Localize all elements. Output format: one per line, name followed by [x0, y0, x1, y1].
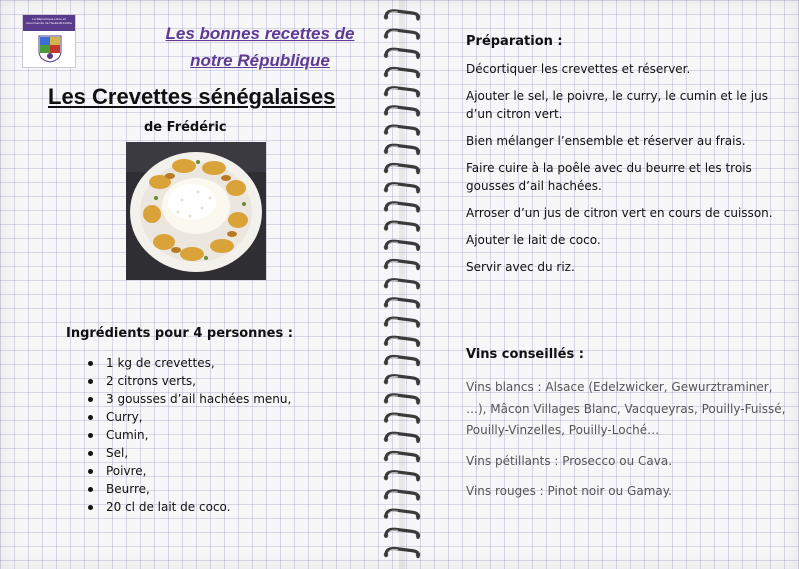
ingredient-item: Poivre,: [86, 462, 291, 480]
preparation-step: Arroser d’un jus de citron vert en cours de cuisson.: [466, 206, 773, 220]
ingredient-item: 2 citrons verts,: [86, 372, 291, 390]
republic-logo: [22, 14, 76, 68]
wine-item-red: Vins rouges : Pinot noir ou Gamay.: [466, 484, 672, 498]
spiral-binding: [382, 0, 422, 569]
ingredient-item: 1 kg de crevettes,: [86, 354, 291, 372]
right-page: [422, 0, 799, 569]
recipe-title: Les Crevettes sénégalaises: [48, 84, 336, 109]
wine-recommendations: [466, 377, 786, 512]
wines-heading: Vins conseillés :: [466, 347, 584, 362]
collection-title: [150, 20, 370, 74]
preparation-steps: [466, 60, 786, 285]
logo-banner: La République Libre et Gourmande de Haute-Brindille: [23, 15, 75, 31]
preparation-step: Ajouter le lait de coco.: [466, 233, 601, 247]
shield-emblem-icon: [38, 35, 62, 63]
ingredient-item: Beurre,: [86, 480, 291, 498]
wine-item-white: Vins blancs : Alsace (Edelzwicker, Gewurztraminer, …), Mâcon Villages Blanc, Vacqueyras, Pouilly-Fuissé, Pouilly-Vinzelles, Pouilly-Loché…: [466, 380, 786, 437]
wine-item-sparkling: Vins pétillants : Prosecco ou Cava.: [466, 453, 673, 468]
preparation-step: Bien mélanger l’ensemble et réserver au frais.: [466, 134, 746, 148]
ingredient-item: 3 gousses d’ail hachées menu,: [86, 390, 291, 408]
collection-title-line1: Les bonnes recettes de: [165, 24, 355, 43]
preparation-step: Décortiquer les crevettes et réserver.: [466, 62, 691, 76]
ingredient-item: 20 cl de lait de coco.: [86, 498, 291, 516]
ingredient-item: Curry,: [86, 408, 291, 426]
preparation-step: Servir avec du riz.: [466, 260, 575, 274]
collection-title-line2: notre République: [190, 51, 330, 70]
preparation-heading: Préparation :: [466, 34, 563, 49]
shrimp-rice-plate-icon: [126, 142, 266, 280]
recipe-photo: [126, 142, 266, 280]
ingredients-list: [86, 354, 291, 516]
left-page: [0, 0, 378, 569]
preparation-step: Faire cuire à la poêle avec du beurre et les trois gousses d’ail hachées.: [466, 161, 752, 193]
ingredients-heading: Ingrédients pour 4 personnes :: [66, 326, 293, 341]
preparation-step: Ajouter le sel, le poivre, le curry, le cumin et le jus d’un citron vert.: [466, 89, 768, 121]
ingredient-item: Cumin,: [86, 426, 291, 444]
ingredient-item: Sel,: [86, 444, 291, 462]
recipe-author: de Frédéric: [144, 120, 227, 135]
